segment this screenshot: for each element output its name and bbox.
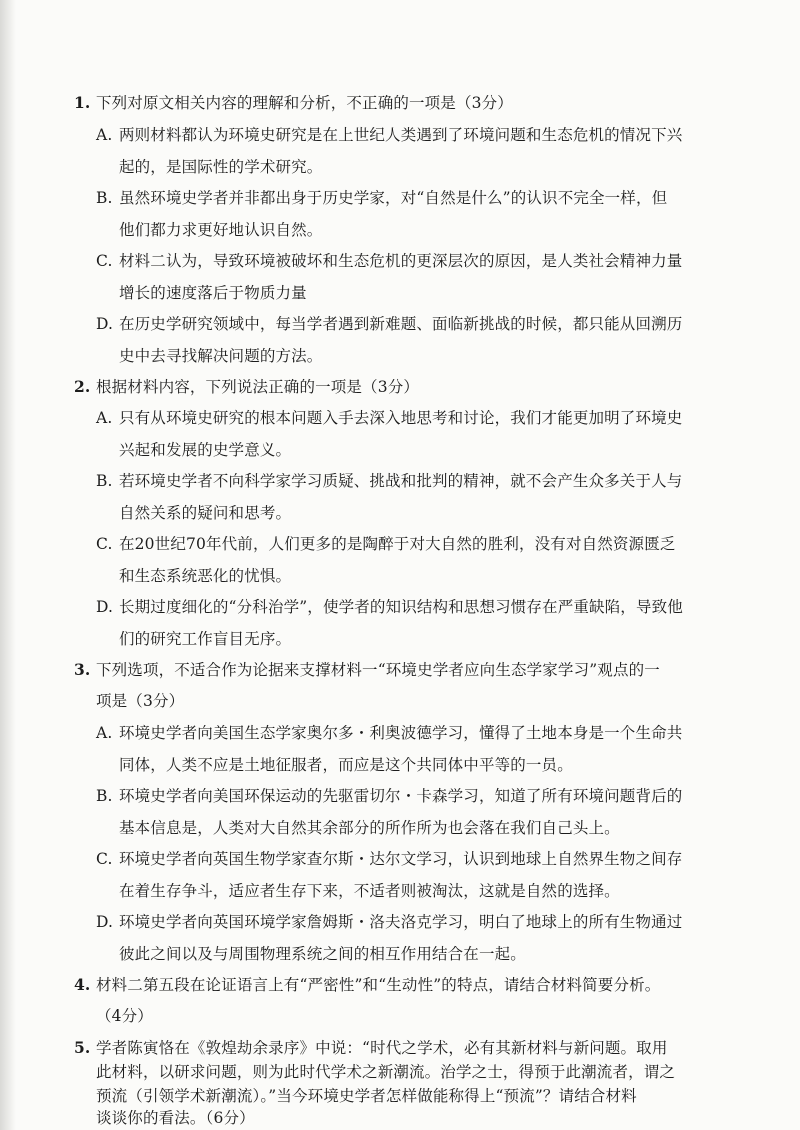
- option-text-line: 环境史学者向美国生态学家奥尔多・利奥波德学习，懂得了土地本身是一个生命共: [119, 724, 683, 742]
- question-number: 1.: [74, 93, 91, 112]
- option-text-line: 材料二认为，导致环境被破坏和生态危机的更深层次的原因，是人类社会精神力量: [119, 252, 683, 270]
- option-text-line: 在20世纪70年代前，人们更多的是陶醉于对大自然的胜利，没有对自然资源匮乏: [119, 535, 676, 553]
- question-number: 2.: [74, 377, 91, 396]
- option-label: A.: [96, 409, 113, 427]
- question-stem-line: 学者陈寅恪在《敦煌劫余录序》中说：“时代之学术，必有其新材料与新问题。取用: [96, 1039, 668, 1057]
- option-label: C.: [96, 850, 113, 868]
- option-text-line: 同体，人类不应是土地征服者，而应是这个共同体中平等的一员。: [119, 756, 573, 774]
- option-text-line: 他们都力求更好地认识自然。: [119, 221, 323, 239]
- option-text-line: 自然关系的疑问和思考。: [119, 504, 292, 522]
- option-label: D.: [96, 598, 114, 616]
- option-text-line: 环境史学者向英国环境学家詹姆斯・洛夫洛克学习，明白了地球上的所有生物通过: [119, 913, 683, 931]
- question-number: 4.: [74, 975, 91, 994]
- option-label: C.: [96, 252, 113, 270]
- option-text-line: 两则材料都认为环境史研究是在上世纪人类遇到了环境问题和生态危机的情况下兴: [119, 126, 683, 144]
- option-text-line: 环境史学者向美国环保运动的先驱雷切尔・卡森学习，知道了所有环境问题背后的: [119, 787, 683, 805]
- scan-edge-shadow: [0, 0, 16, 1130]
- option-text-line: 长期过度细化的“分科治学”，使学者的知识结构和思想习惯存在严重缺陷，导致他: [119, 598, 683, 616]
- option-text-line: 在着生存争斗，适应者生存下来，不适者则被淘汰，这就是自然的选择。: [119, 882, 620, 900]
- option-label: B.: [96, 189, 113, 207]
- option-text-line: 们的研究工作盲目无序。: [119, 630, 292, 648]
- option-text-line: 环境史学者向英国生物学家查尔斯・达尔文学习，认识到地球上自然界生物之间存: [119, 850, 683, 868]
- question-stem-line: 材料二第五段在论证语言上有“严密性”和“生动性”的特点，请结合材料简要分析。: [96, 976, 661, 994]
- option-text-line: 兴起和发展的史学意义。: [119, 441, 292, 459]
- question-stem-line: 下列对原文相关内容的理解和分析，不正确的一项是（3分）: [96, 94, 513, 112]
- option-text-line: 若环境史学者不向科学家学习质疑、挑战和批判的精神，就不会产生众多关于人与: [119, 472, 683, 490]
- question-stem-line: 根据材料内容，下列说法正确的一项是（3分）: [96, 378, 420, 396]
- question-stem-line: 预流（引领学术新潮流）。”当今环境史学者怎样做能称得上“预流”？请结合材料: [96, 1087, 637, 1105]
- option-text-line: 彼此之间以及与周围物理系统之间的相互作用结合在一起。: [119, 945, 526, 963]
- option-text-line: 和生态系统恶化的忧惧。: [119, 567, 292, 585]
- option-text-line: 增长的速度落后于物质力量: [119, 284, 307, 302]
- option-label: C.: [96, 535, 113, 553]
- option-text-line: 基本信息是，人类对大自然其余部分的所作所为也会落在我们自己头上。: [119, 819, 620, 837]
- question-number: 3.: [74, 660, 91, 679]
- option-label: A.: [96, 724, 113, 742]
- option-label: B.: [96, 787, 113, 805]
- question-number: 5.: [74, 1038, 91, 1057]
- option-text-line: 起的，是国际性的学术研究。: [119, 158, 323, 176]
- question-stem-line: （4分）: [96, 1007, 153, 1025]
- option-text-line: 只有从环境史研究的根本问题入手去深入地思考和讨论，我们才能更加明了环境史: [119, 409, 683, 427]
- option-label: A.: [96, 126, 113, 144]
- option-text-line: 在历史学研究领域中，每当学者遇到新难题、面临新挑战的时候，都只能从回溯历: [119, 315, 683, 333]
- question-stem-line: 此材料，以研求问题，则为此时代学术之新潮流。治学之士，得预于此潮流者，谓之: [96, 1063, 676, 1081]
- option-text-line: 史中去寻找解决问题的方法。: [119, 347, 323, 365]
- question-stem-line: 下列选项，不适合作为论据来支撑材料一“环境史学者应向生态学家学习”观点的一: [96, 661, 660, 679]
- question-stem-line: 谈谈你的看法。（6分）: [96, 1109, 255, 1127]
- question-stem-line: 项是（3分）: [96, 692, 185, 710]
- option-label: D.: [96, 913, 114, 931]
- option-text-line: 虽然环境史学者并非都出身于历史学家，对“自然是什么”的认识不完全一样，但: [119, 189, 668, 207]
- option-label: B.: [96, 472, 113, 490]
- option-label: D.: [96, 315, 114, 333]
